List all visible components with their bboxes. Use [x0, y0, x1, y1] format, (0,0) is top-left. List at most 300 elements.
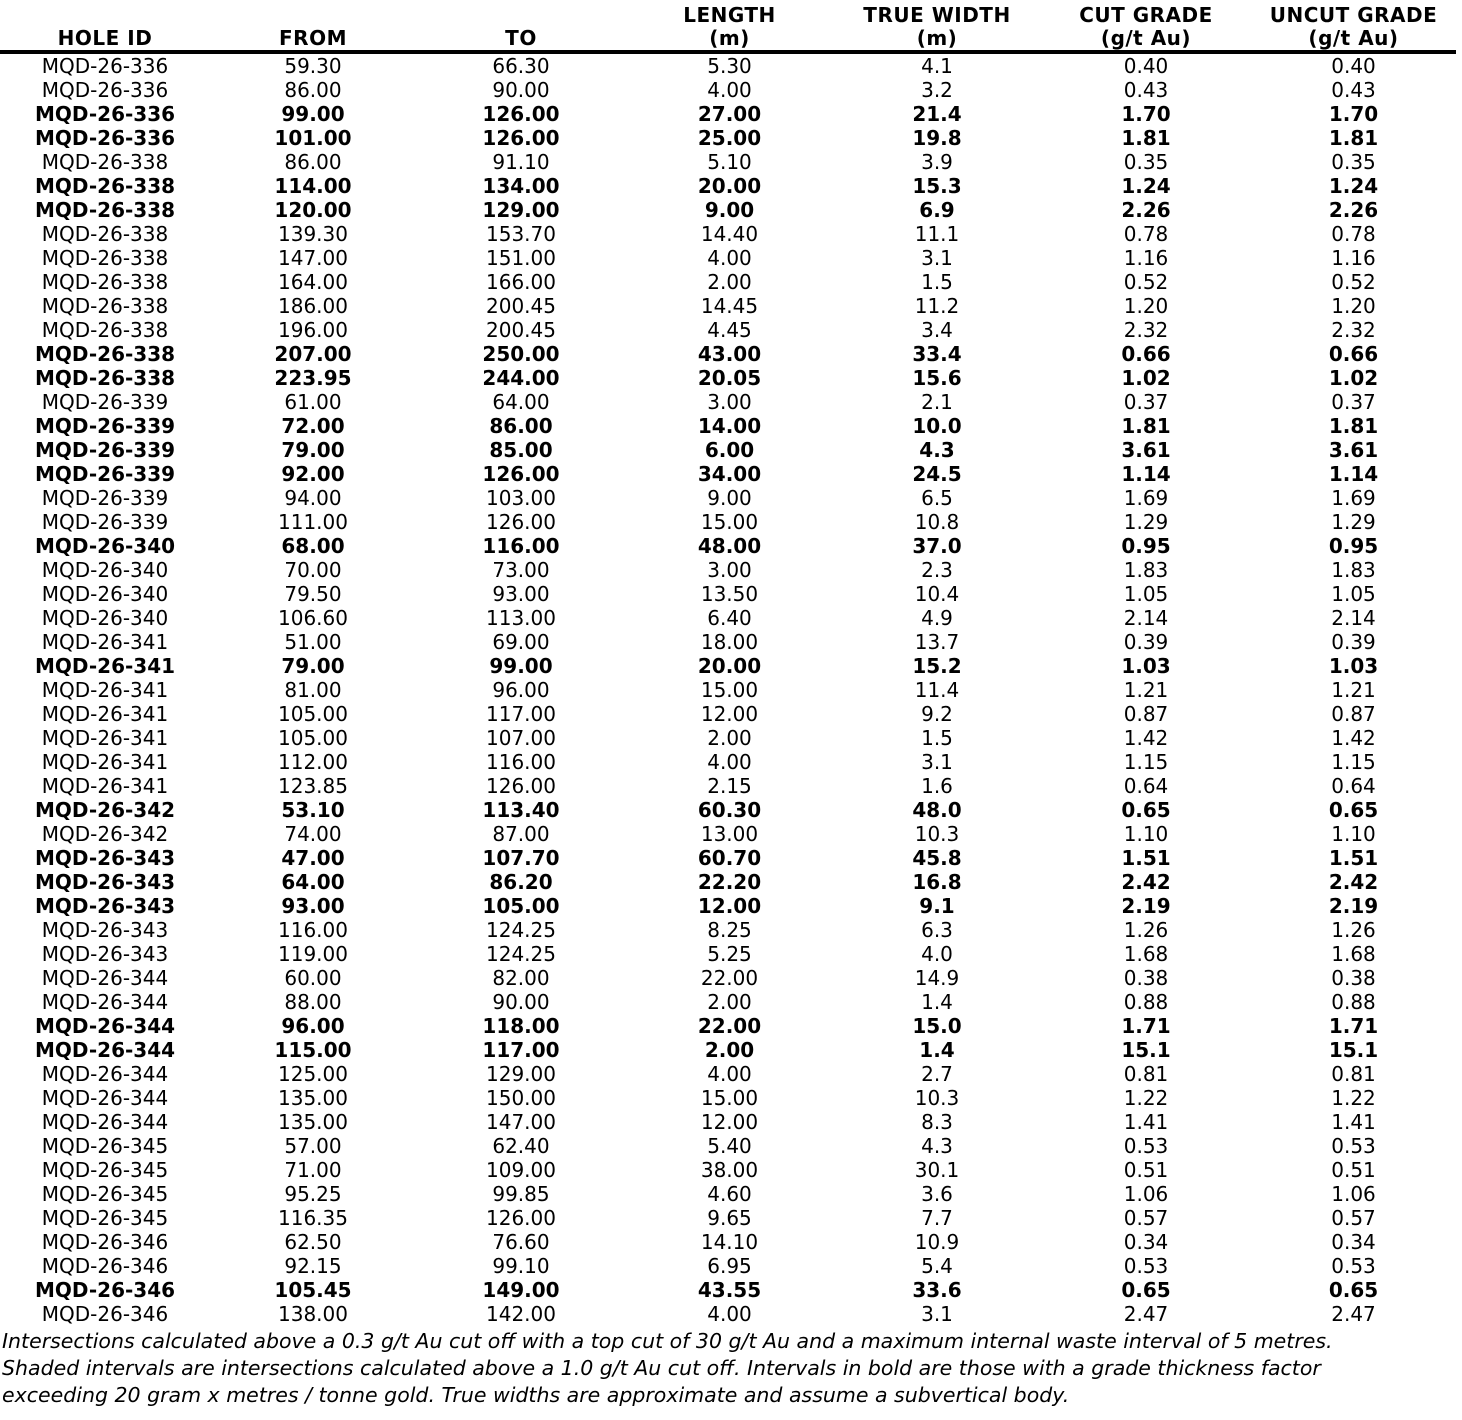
length-cell: 4.60 — [707, 1182, 752, 1206]
hole-id-cell: MQD-26-346 — [41, 1230, 169, 1254]
table-row — [0, 198, 1456, 222]
true-width-cell: 15.3 — [912, 174, 962, 198]
cut-grade-cell: 2.42 — [1121, 870, 1171, 894]
cut-grade-cell: 0.57 — [1123, 1206, 1169, 1230]
true-width-cell: 19.8 — [912, 126, 962, 150]
cut-grade-cell: 1.10 — [1123, 822, 1169, 846]
from-cell: 86.00 — [284, 150, 342, 174]
from-cell: 86.00 — [284, 78, 342, 102]
cut-grade-cell: 2.26 — [1121, 198, 1171, 222]
cut-grade-cell: 0.66 — [1121, 342, 1171, 366]
column-header-cut-grade-label: CUT GRADE — [1079, 3, 1213, 27]
length-cell: 13.50 — [700, 582, 759, 606]
length-cell: 4.00 — [707, 78, 752, 102]
true-width-cell: 11.2 — [914, 294, 960, 318]
length-cell: 9.00 — [704, 198, 755, 222]
true-width-cell: 30.1 — [914, 1158, 960, 1182]
to-cell: 66.30 — [492, 54, 550, 78]
column-header-to — [416, 0, 626, 52]
true-width-cell: 4.0 — [921, 942, 953, 966]
hole-id-cell: MQD-26-336 — [34, 102, 176, 126]
from-cell: 92.15 — [284, 1254, 342, 1278]
hole-id-cell: MQD-26-345 — [41, 1182, 169, 1206]
to-cell: 64.00 — [492, 390, 550, 414]
hole-id-cell: MQD-26-341 — [34, 654, 176, 678]
uncut-grade-cell: 1.05 — [1331, 582, 1376, 606]
cut-grade-cell: 1.69 — [1123, 486, 1169, 510]
from-cell: 123.85 — [278, 774, 348, 798]
hole-id-cell: MQD-26-346 — [41, 1254, 169, 1278]
table-row — [0, 390, 1456, 414]
length-cell: 12.00 — [700, 702, 759, 726]
table-row — [0, 654, 1456, 678]
uncut-grade-cell: 1.70 — [1328, 102, 1379, 126]
hole-id-cell: MQD-26-338 — [41, 270, 169, 294]
hole-id-cell: MQD-26-339 — [41, 390, 169, 414]
uncut-grade-cell: 0.65 — [1328, 798, 1379, 822]
hole-id-cell: MQD-26-344 — [41, 1110, 169, 1134]
to-cell: 244.00 — [482, 366, 560, 390]
from-cell: 64.00 — [281, 870, 345, 894]
uncut-grade-cell: 1.06 — [1331, 1182, 1376, 1206]
length-cell: 38.00 — [700, 1158, 759, 1182]
length-cell: 43.55 — [697, 1278, 762, 1302]
table-row — [0, 702, 1456, 726]
length-cell: 22.00 — [697, 1014, 762, 1038]
uncut-grade-cell: 1.42 — [1331, 726, 1376, 750]
hole-id-cell: MQD-26-340 — [41, 558, 169, 582]
length-cell: 6.95 — [707, 1254, 752, 1278]
true-width-cell: 2.1 — [921, 390, 953, 414]
true-width-cell: 24.5 — [912, 462, 962, 486]
column-header-hole-id — [0, 0, 210, 52]
table-row — [0, 174, 1456, 198]
hole-id-cell: MQD-26-338 — [34, 174, 176, 198]
uncut-grade-cell: 1.15 — [1331, 750, 1376, 774]
table-row — [0, 534, 1456, 558]
uncut-grade-cell: 0.37 — [1331, 390, 1376, 414]
table-row — [0, 894, 1456, 918]
to-cell: 113.40 — [482, 798, 560, 822]
true-width-cell: 6.5 — [921, 486, 953, 510]
to-cell: 116.00 — [486, 750, 556, 774]
length-cell: 4.00 — [707, 1302, 752, 1326]
cut-grade-cell: 1.05 — [1123, 582, 1169, 606]
cut-grade-cell: 1.22 — [1123, 1086, 1169, 1110]
from-cell: 57.00 — [284, 1134, 342, 1158]
true-width-cell: 10.4 — [914, 582, 960, 606]
cut-grade-cell: 1.42 — [1123, 726, 1169, 750]
length-cell: 20.00 — [697, 174, 762, 198]
from-cell: 81.00 — [284, 678, 342, 702]
table-row — [0, 78, 1456, 102]
length-cell: 13.00 — [700, 822, 759, 846]
true-width-cell: 1.5 — [921, 270, 953, 294]
true-width-cell: 10.3 — [914, 822, 960, 846]
hole-id-cell: MQD-26-340 — [34, 534, 176, 558]
table-row — [0, 1182, 1456, 1206]
length-cell: 2.15 — [707, 774, 752, 798]
column-header-from-label: FROM — [279, 26, 347, 50]
uncut-grade-cell: 0.38 — [1331, 966, 1376, 990]
to-cell: 93.00 — [492, 582, 550, 606]
true-width-cell: 2.3 — [921, 558, 953, 582]
table-row — [0, 870, 1456, 894]
to-cell: 116.00 — [482, 534, 560, 558]
cut-grade-cell: 1.41 — [1123, 1110, 1169, 1134]
uncut-grade-cell: 1.20 — [1331, 294, 1376, 318]
hole-id-cell: MQD-26-344 — [41, 966, 169, 990]
from-cell: 119.00 — [278, 942, 348, 966]
to-cell: 126.00 — [482, 126, 560, 150]
uncut-grade-cell: 1.21 — [1331, 678, 1376, 702]
hole-id-cell: MQD-26-338 — [34, 342, 176, 366]
true-width-cell: 1.4 — [921, 990, 953, 1014]
hole-id-cell: MQD-26-345 — [41, 1206, 169, 1230]
from-cell: 79.00 — [281, 654, 345, 678]
table-row — [0, 1254, 1456, 1278]
cut-grade-cell: 0.51 — [1123, 1158, 1169, 1182]
uncut-grade-cell: 0.34 — [1331, 1230, 1376, 1254]
table-row — [0, 1206, 1456, 1230]
table-row — [0, 558, 1456, 582]
hole-id-cell: MQD-26-343 — [34, 870, 176, 894]
from-cell: 51.00 — [284, 630, 342, 654]
table-row — [0, 1158, 1456, 1182]
table-row — [0, 822, 1456, 846]
true-width-cell: 33.4 — [912, 342, 962, 366]
length-cell: 48.00 — [697, 534, 762, 558]
column-header-length-label: LENGTH — [683, 3, 776, 27]
hole-id-cell: MQD-26-345 — [41, 1158, 169, 1182]
uncut-grade-cell: 1.51 — [1328, 846, 1379, 870]
from-cell: 114.00 — [274, 174, 352, 198]
true-width-cell: 9.2 — [921, 702, 953, 726]
hole-id-cell: MQD-26-341 — [41, 630, 169, 654]
uncut-grade-cell: 3.61 — [1328, 438, 1379, 462]
uncut-grade-cell: 0.66 — [1328, 342, 1379, 366]
true-width-cell: 3.2 — [921, 78, 953, 102]
cut-grade-cell: 0.35 — [1123, 150, 1169, 174]
cut-grade-cell: 1.24 — [1121, 174, 1171, 198]
hole-id-cell: MQD-26-343 — [41, 918, 169, 942]
from-cell: 79.50 — [284, 582, 342, 606]
hole-id-cell: MQD-26-339 — [41, 486, 169, 510]
cut-grade-cell: 0.78 — [1123, 222, 1169, 246]
hole-id-cell: MQD-26-346 — [34, 1278, 176, 1302]
hole-id-cell: MQD-26-338 — [41, 246, 169, 270]
table-row — [0, 798, 1456, 822]
table-row — [0, 678, 1456, 702]
length-cell: 3.00 — [707, 390, 752, 414]
true-width-cell: 3.9 — [921, 150, 953, 174]
true-width-cell: 10.8 — [914, 510, 960, 534]
length-cell: 20.05 — [697, 366, 762, 390]
column-header-true-width-unit: (m) — [916, 26, 958, 50]
table-row — [0, 342, 1456, 366]
table-row — [0, 582, 1456, 606]
from-cell: 93.00 — [281, 894, 345, 918]
length-cell: 4.45 — [707, 318, 752, 342]
header-row — [0, 0, 1456, 52]
length-cell: 15.00 — [700, 678, 759, 702]
true-width-cell: 3.1 — [921, 246, 953, 270]
cut-grade-cell: 1.51 — [1121, 846, 1171, 870]
hole-id-cell: MQD-26-344 — [41, 1086, 169, 1110]
uncut-grade-cell: 1.71 — [1328, 1014, 1379, 1038]
true-width-cell: 15.0 — [912, 1014, 962, 1038]
table-row — [0, 1110, 1456, 1134]
hole-id-cell: MQD-26-340 — [41, 606, 169, 630]
column-header-cut-grade-unit: (g/t Au) — [1100, 26, 1192, 50]
cut-grade-cell: 0.52 — [1123, 270, 1169, 294]
true-width-cell: 2.7 — [921, 1062, 953, 1086]
to-cell: 117.00 — [482, 1038, 560, 1062]
to-cell: 126.00 — [486, 1206, 556, 1230]
cut-grade-cell: 0.43 — [1123, 78, 1169, 102]
hole-id-cell: MQD-26-344 — [34, 1014, 176, 1038]
table-row — [0, 1230, 1456, 1254]
true-width-cell: 3.6 — [921, 1182, 953, 1206]
length-cell: 2.00 — [707, 270, 752, 294]
cut-grade-cell: 1.20 — [1123, 294, 1169, 318]
hole-id-cell: MQD-26-345 — [41, 1134, 169, 1158]
hole-id-cell: MQD-26-336 — [41, 78, 169, 102]
length-cell: 60.70 — [697, 846, 762, 870]
hole-id-cell: MQD-26-343 — [34, 846, 176, 870]
from-cell: 147.00 — [278, 246, 348, 270]
from-cell: 79.00 — [281, 438, 345, 462]
length-cell: 6.40 — [707, 606, 752, 630]
column-header-length — [626, 0, 833, 52]
to-cell: 151.00 — [486, 246, 556, 270]
to-cell: 90.00 — [492, 990, 550, 1014]
length-cell: 60.30 — [697, 798, 762, 822]
true-width-cell: 1.6 — [921, 774, 953, 798]
table-row — [0, 414, 1456, 438]
table-row — [0, 150, 1456, 174]
uncut-grade-cell: 1.14 — [1328, 462, 1379, 486]
length-cell: 12.00 — [700, 1110, 759, 1134]
table-row — [0, 486, 1456, 510]
uncut-grade-cell: 0.53 — [1331, 1134, 1376, 1158]
length-cell: 22.00 — [700, 966, 759, 990]
length-cell: 9.65 — [707, 1206, 752, 1230]
true-width-cell: 6.9 — [919, 198, 955, 222]
to-cell: 82.00 — [492, 966, 550, 990]
from-cell: 207.00 — [274, 342, 352, 366]
cut-grade-cell: 2.47 — [1123, 1302, 1169, 1326]
column-header-uncut-grade — [1251, 0, 1456, 52]
table-row — [0, 1278, 1456, 1302]
true-width-cell: 5.4 — [921, 1254, 953, 1278]
to-cell: 150.00 — [486, 1086, 556, 1110]
cut-grade-cell: 15.1 — [1121, 1038, 1171, 1062]
column-header-from — [210, 0, 416, 52]
table-row — [0, 126, 1456, 150]
from-cell: 95.25 — [284, 1182, 342, 1206]
length-cell: 14.10 — [700, 1230, 759, 1254]
to-cell: 142.00 — [486, 1302, 556, 1326]
true-width-cell: 1.5 — [921, 726, 953, 750]
uncut-grade-cell: 15.1 — [1328, 1038, 1379, 1062]
from-cell: 120.00 — [274, 198, 352, 222]
to-cell: 113.00 — [486, 606, 556, 630]
to-cell: 99.85 — [492, 1182, 550, 1206]
length-cell: 34.00 — [697, 462, 762, 486]
table-row — [0, 366, 1456, 390]
to-cell: 96.00 — [492, 678, 550, 702]
hole-id-cell: MQD-26-344 — [41, 1062, 169, 1086]
true-width-cell: 33.6 — [912, 1278, 962, 1302]
uncut-grade-cell: 1.16 — [1331, 246, 1376, 270]
table-row — [0, 1086, 1456, 1110]
from-cell: 115.00 — [274, 1038, 352, 1062]
uncut-grade-cell: 0.43 — [1331, 78, 1376, 102]
table-row — [0, 774, 1456, 798]
cut-grade-cell: 0.64 — [1123, 774, 1169, 798]
true-width-cell: 3.1 — [921, 750, 953, 774]
uncut-grade-cell: 2.42 — [1328, 870, 1379, 894]
hole-id-cell: MQD-26-344 — [41, 990, 169, 1014]
uncut-grade-cell: 1.41 — [1331, 1110, 1376, 1134]
cut-grade-cell: 1.83 — [1123, 558, 1169, 582]
cut-grade-cell: 1.70 — [1121, 102, 1171, 126]
true-width-cell: 7.7 — [921, 1206, 953, 1230]
cut-grade-cell: 1.81 — [1121, 414, 1171, 438]
to-cell: 99.00 — [489, 654, 553, 678]
table-row — [0, 222, 1456, 246]
table-row — [0, 510, 1456, 534]
cut-grade-cell: 1.29 — [1123, 510, 1169, 534]
to-cell: 73.00 — [492, 558, 550, 582]
hole-id-cell: MQD-26-336 — [41, 54, 169, 78]
cut-grade-cell: 0.87 — [1123, 702, 1169, 726]
from-cell: 135.00 — [278, 1110, 348, 1134]
true-width-cell: 4.3 — [921, 1134, 953, 1158]
table-row — [0, 318, 1456, 342]
from-cell: 112.00 — [278, 750, 348, 774]
true-width-cell: 10.3 — [914, 1086, 960, 1110]
to-cell: 85.00 — [489, 438, 553, 462]
length-cell: 9.00 — [707, 486, 752, 510]
table-row — [0, 294, 1456, 318]
to-cell: 134.00 — [482, 174, 560, 198]
to-cell: 200.45 — [486, 294, 556, 318]
to-cell: 153.70 — [486, 222, 556, 246]
to-cell: 86.20 — [489, 870, 553, 894]
hole-id-cell: MQD-26-340 — [41, 582, 169, 606]
uncut-grade-cell: 2.47 — [1331, 1302, 1376, 1326]
hole-id-cell: MQD-26-341 — [41, 678, 169, 702]
column-header-to-label: TO — [505, 26, 537, 50]
to-cell: 147.00 — [486, 1110, 556, 1134]
from-cell: 62.50 — [284, 1230, 342, 1254]
length-cell: 12.00 — [697, 894, 762, 918]
from-cell: 105.00 — [278, 726, 348, 750]
table-row — [0, 52, 1456, 78]
cut-grade-cell: 2.32 — [1123, 318, 1169, 342]
to-cell: 87.00 — [492, 822, 550, 846]
hole-id-cell: MQD-26-338 — [41, 318, 169, 342]
true-width-cell: 4.1 — [921, 54, 953, 78]
true-width-cell: 6.3 — [921, 918, 953, 942]
cut-grade-cell: 0.95 — [1121, 534, 1171, 558]
column-header-true-width — [833, 0, 1041, 52]
uncut-grade-cell: 0.88 — [1331, 990, 1376, 1014]
true-width-cell: 37.0 — [912, 534, 962, 558]
to-cell: 117.00 — [486, 702, 556, 726]
cut-grade-cell: 1.26 — [1123, 918, 1169, 942]
length-cell: 15.00 — [700, 510, 759, 534]
true-width-cell: 3.1 — [921, 1302, 953, 1326]
to-cell: 126.00 — [482, 102, 560, 126]
length-cell: 22.20 — [697, 870, 762, 894]
cut-grade-cell: 1.06 — [1123, 1182, 1169, 1206]
uncut-grade-cell: 1.10 — [1331, 822, 1376, 846]
uncut-grade-cell: 0.35 — [1331, 150, 1376, 174]
from-cell: 223.95 — [274, 366, 352, 390]
length-cell: 25.00 — [697, 126, 762, 150]
table-row — [0, 246, 1456, 270]
cut-grade-cell: 0.81 — [1123, 1062, 1169, 1086]
true-width-cell: 10.9 — [914, 1230, 960, 1254]
footnote-line-1: Intersections calculated above a 0.3 g/t Au cut off with a top cut of 30 g/t Au and a maximum internal waste interval of 5 metres. — [2, 1329, 1333, 1353]
from-cell: 125.00 — [278, 1062, 348, 1086]
true-width-cell: 4.9 — [921, 606, 953, 630]
table-row — [0, 966, 1456, 990]
from-cell: 106.60 — [278, 606, 348, 630]
uncut-grade-cell: 1.29 — [1331, 510, 1376, 534]
true-width-cell: 1.4 — [919, 1038, 955, 1062]
from-cell: 186.00 — [278, 294, 348, 318]
from-cell: 71.00 — [284, 1158, 342, 1182]
column-header-uncut-grade-unit: (g/t Au) — [1308, 26, 1399, 50]
hole-id-cell: MQD-26-341 — [41, 726, 169, 750]
to-cell: 86.00 — [489, 414, 553, 438]
to-cell: 250.00 — [482, 342, 560, 366]
table-row — [0, 918, 1456, 942]
to-cell: 118.00 — [482, 1014, 560, 1038]
hole-id-cell: MQD-26-342 — [34, 798, 176, 822]
cut-grade-cell: 0.65 — [1121, 798, 1171, 822]
true-width-cell: 3.4 — [921, 318, 953, 342]
hole-id-cell: MQD-26-339 — [41, 510, 169, 534]
from-cell: 88.00 — [284, 990, 342, 1014]
hole-id-cell: MQD-26-339 — [34, 462, 176, 486]
table-row — [0, 102, 1456, 126]
uncut-grade-cell: 1.81 — [1328, 414, 1379, 438]
cut-grade-cell: 1.21 — [1123, 678, 1169, 702]
cut-grade-cell: 0.34 — [1123, 1230, 1169, 1254]
to-cell: 76.60 — [492, 1230, 550, 1254]
cut-grade-cell: 1.68 — [1123, 942, 1169, 966]
from-cell: 116.00 — [278, 918, 348, 942]
cut-grade-cell: 0.37 — [1123, 390, 1169, 414]
hole-id-cell: MQD-26-343 — [34, 894, 176, 918]
table-row — [0, 606, 1456, 630]
column-header-true-width-label: TRUE WIDTH — [863, 3, 1011, 27]
true-width-cell: 21.4 — [912, 102, 962, 126]
to-cell: 166.00 — [486, 270, 556, 294]
cut-grade-cell: 0.53 — [1123, 1134, 1169, 1158]
from-cell: 72.00 — [281, 414, 345, 438]
uncut-grade-cell: 1.26 — [1331, 918, 1376, 942]
true-width-cell: 15.2 — [912, 654, 962, 678]
to-cell: 109.00 — [486, 1158, 556, 1182]
table-row — [0, 270, 1456, 294]
column-header-cut-grade — [1041, 0, 1251, 52]
